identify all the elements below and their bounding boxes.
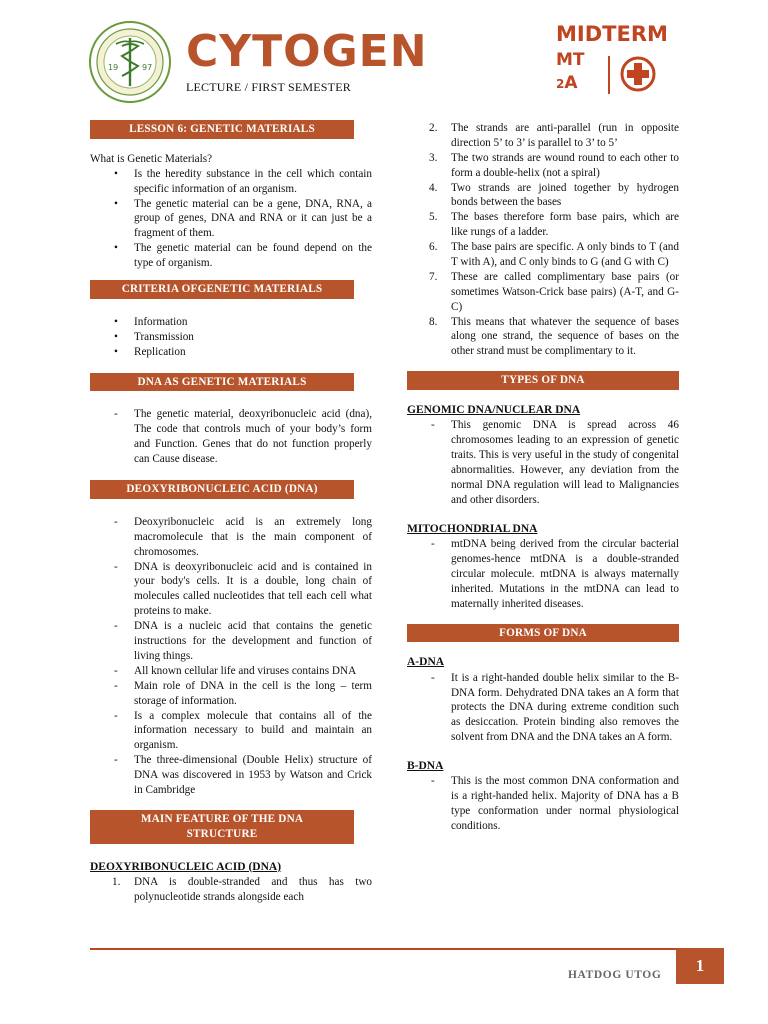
list-item: - Deoxyribonucleic acid is an extremely long macromolecule that is the main component of chromosomes. [114,515,372,558]
list-item: - DNA is deoxyribonucleic acid and is contained in your body's cells. It is a double, long chain of molecules called nucleotides that tell each cell what proteins to make. [114,560,372,618]
dna-list [90,515,372,798]
list-item: • Transmission [114,330,194,343]
list-item: - This genomic DNA is spread across 46 chromosomes leading to an expression of genetic traits. This is very useful in the study of congenital abnormalities. However, any deviation from the normal DNA regulation will lead to Malignancies and other disorders. [431,419,679,506]
medical-plus-icon [620,56,656,92]
bdna-subheading: B-DNA [407,760,444,773]
list-item: 1. DNA is double-stranded and thus has two polynucleotide strands alongside each [112,875,372,903]
list-item: - Main role of DNA in the cell is the long – term storage of information. [114,679,372,707]
adna-subheading: A-DNA [407,656,445,669]
mito-subheading: MITOCHONDRIAL DNA [407,522,538,535]
badge-divider [608,56,610,94]
left-column [90,120,372,905]
list-item: 6. The base pairs are specific. A only binds to T (and T with A), and C only binds to G (and G with C) [429,241,679,269]
course-subtitle: LECTURE / FIRST SEMESTER [186,80,351,94]
list-item: 8. This means that whatever the sequence of bases along one strand, the sequence of bases on the other strand must be complimentary to it. [429,315,679,358]
dna-gm-title-bar: DNA AS GENETIC MATERIALS [90,373,354,392]
list-item: 2. The strands are anti-parallel (run in opposite direction 5’ to 3’ is parallel to 3’ to 5’ [429,122,679,149]
list-item: 4. Two strands are joined together by hydrogen bonds between the bases [429,181,679,209]
course-code: MT [556,50,585,70]
criteria-title-bar: CRITERIA OFGENETIC MATERIALS [90,280,354,299]
exam-label: MIDTERM [556,22,668,46]
seal-year-right: 97 [142,63,153,72]
page-header [88,20,688,115]
list-item: 7. These are called complimentary base pairs (or sometimes Watson-Crick base pairs) (A-T, and G-C) [429,270,679,313]
footer-label: HATDOG UTOG [568,969,662,981]
list-item: • The genetic material can be a gene, DNA, RNA, a group of genes, DNA and RNA or it can just be a fragment of them. [114,197,372,240]
mito-list [407,537,679,611]
dna-gm-list [90,407,372,467]
list-item: - This is the most common DNA conformation and is a right-handed helix. Majority of DNA has a B type conformation under normal physiological conditions. [431,775,679,833]
list-item: • Replication [114,345,186,358]
list-item: 5. The bases therefore form base pairs, which are like rungs of a ladder. [429,211,679,239]
feature-list-continued [407,121,679,359]
list-item: - The three-dimensional (Double Helix) structure of DNA was discovered in 1953 by Watson and Crick in Cambridge [114,754,372,796]
main-feature-subheading: DEOXYRIBONUCLEIC ACID (DNA) [90,860,282,873]
forms-title-bar: FORMS OF DNA [407,624,679,643]
school-seal-logo [88,20,172,104]
seal-year-left: 19 [108,63,119,72]
main-feature-list [90,875,372,905]
list-item: • The genetic material can be found depend on the type of organism. [114,242,372,270]
list-item: - All known cellular life and viruses contains DNA [114,664,357,677]
page-number: 1 [676,948,724,984]
criteria-list [90,315,372,360]
list-item: • Information [114,315,188,328]
lesson-title-bar: LESSON 6: GENETIC MATERIALS [90,120,354,139]
list-item: • Is the heredity substance in the cell which contain specific information of an organism. [114,167,372,195]
intro-question: What is Genetic Materials? [90,152,213,165]
bdna-list [407,774,679,834]
right-column [407,121,679,834]
course-title: CYTOGEN [186,26,428,77]
exam-badge [556,24,676,114]
list-item: - mtDNA being derived from the circular bacterial genomes-hence mtDNA is a double-stranded circular molecule. mtDNA is always maternally inherited. Mutations in the mtDNA can lead to maternally inherited diseases. [431,538,679,610]
list-item: - The genetic material, deoxyribonucleic acid (dna), The code that controls much of your body’s form and Function. Genes that do not function properly can Cause disease. [114,408,372,466]
types-title-bar: TYPES OF DNA [407,371,679,390]
dna-title-bar: DEOXYRIBONUCLEIC ACID (DNA) [90,480,354,499]
footer-rule [90,948,698,950]
genomic-list [407,418,679,507]
list-item: 3. The two strands are wound round to each other to form a double-helix (not a spiral) [429,151,679,179]
genomic-subheading: GENOMIC DNA/NUCLEAR DNA [407,404,581,417]
list-item: - It is a right-handed double helix similar to the B-DNA form. Dehydrated DNA takes an A form that protects the DNA during extreme condition such as desiccation. Protein binding also removes the solvent from DNA and the DNA takes an A form. [431,671,679,744]
intro-list [90,167,372,271]
section-label: 2A [556,73,578,93]
list-item: - Is a complex molecule that contains all of the information necessary to build and maintain an organism. [114,709,372,752]
main-feature-title-bar: MAIN FEATURE OF THE DNA STRUCTURE [90,810,354,844]
adna-list [407,671,679,745]
list-item: - DNA is a nucleic acid that contains the genetic instructions for the development and function of living things. [114,620,372,662]
